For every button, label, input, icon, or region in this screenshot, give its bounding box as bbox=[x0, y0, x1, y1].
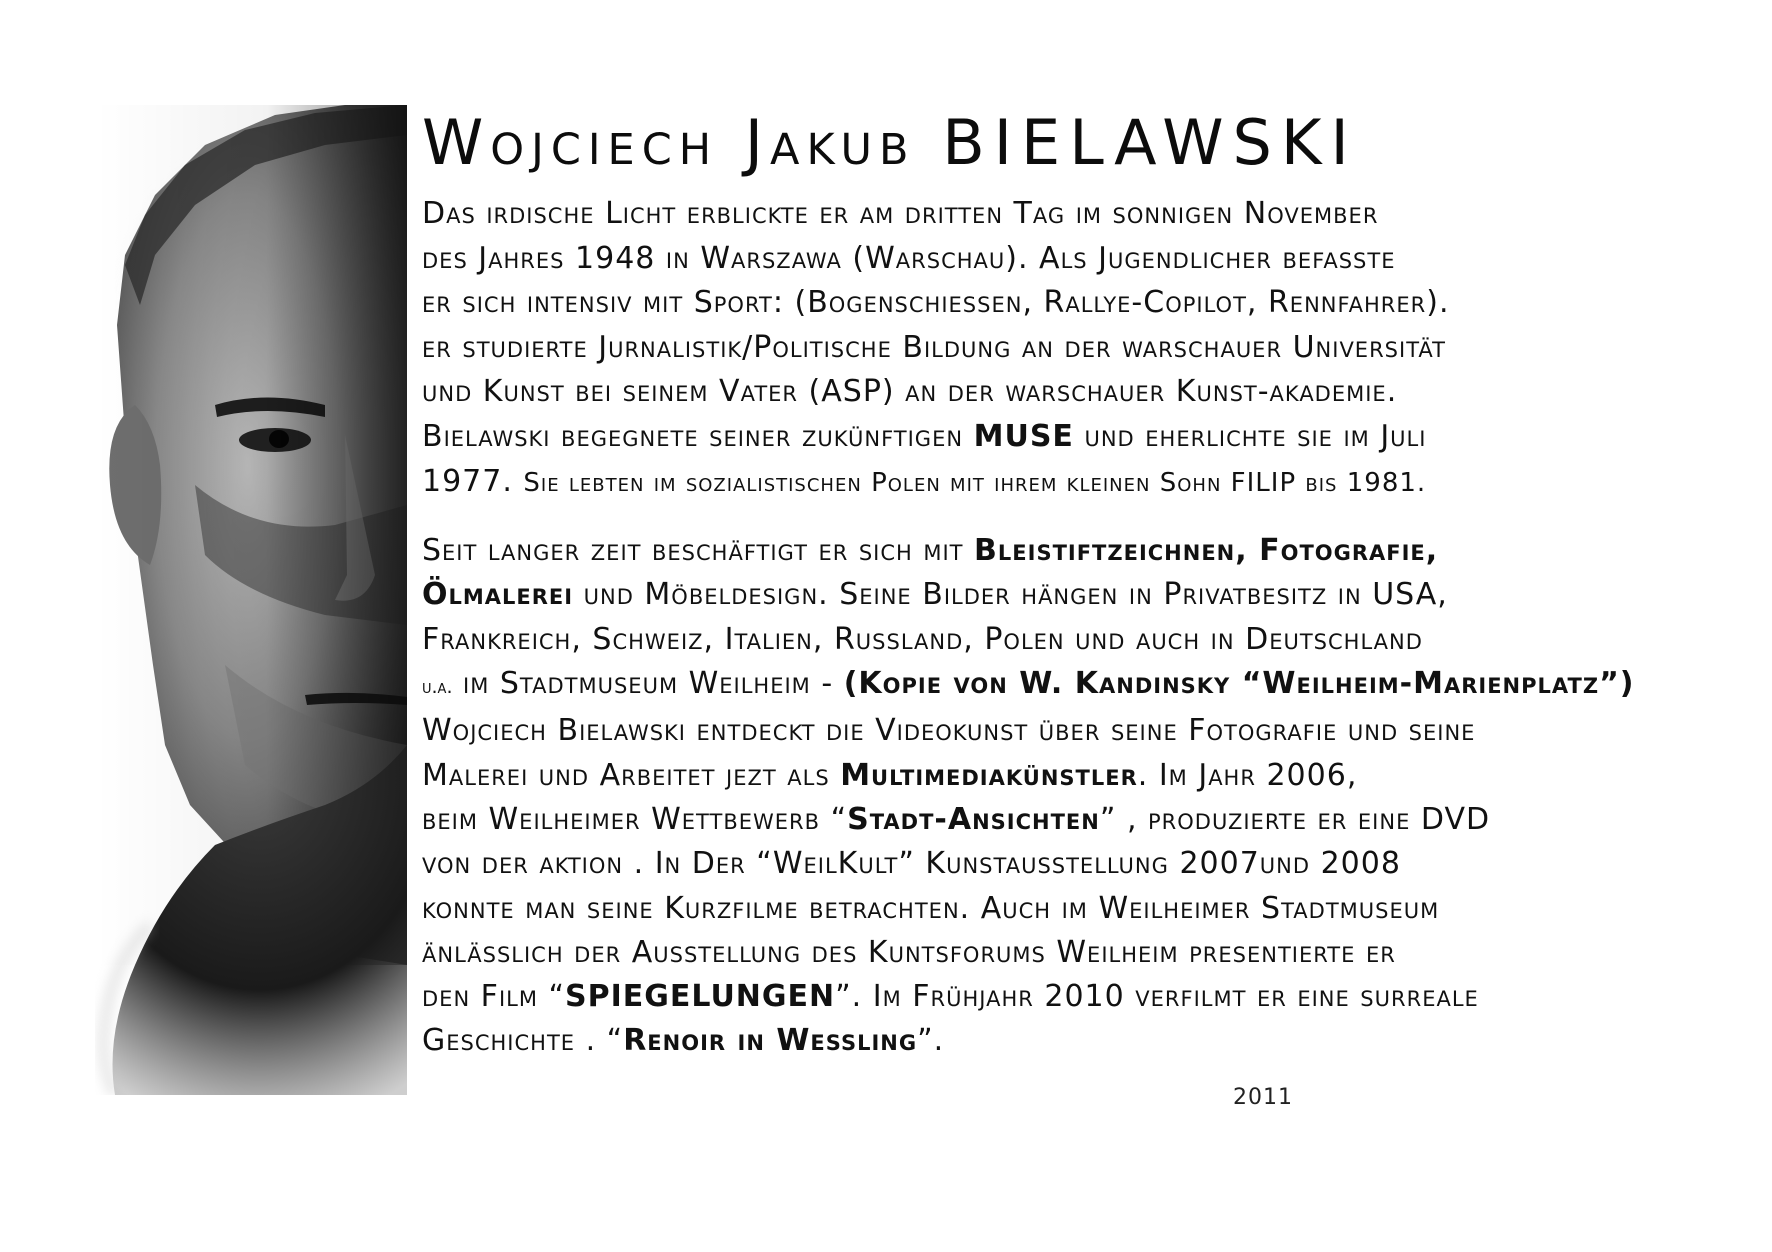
page-title bbox=[422, 100, 1742, 186]
text-run: ”. Im Frühjahr 2010 verfilmt er eine surreale bbox=[835, 979, 1479, 1015]
text-run: Wojciech Bielawski entdeckt die Videokunst über seine Fotografie und seine bbox=[422, 713, 1476, 749]
text-line bbox=[422, 798, 1742, 842]
text-run: . Im Jahr 2006, bbox=[1137, 757, 1358, 793]
text-line bbox=[422, 192, 1742, 237]
text-run: Frankreich, Schweiz, Italien, Russland, Polen und auch in Deutschland bbox=[422, 621, 1423, 657]
text-run: Malerei und Arbeitet jezt als bbox=[422, 757, 841, 793]
biography-text bbox=[422, 100, 1742, 1064]
text-run: Sie lebten im sozialistischen Polen mit ihrem kleinen Sohn FILIP bis 1981. bbox=[523, 467, 1427, 498]
text-run: des Jahres 1948 in Warszawa (Warschau). Als Jugendlicher befasste bbox=[422, 240, 1396, 276]
text-line bbox=[422, 460, 1742, 506]
text-line bbox=[422, 326, 1742, 371]
bold-term: (Kopie von W. Kandinsky “Weilheim-Marienplatz”) bbox=[843, 666, 1635, 702]
abbreviation: u.a. bbox=[422, 676, 453, 699]
bold-term: MUSE bbox=[973, 418, 1074, 454]
text-line bbox=[422, 931, 1742, 975]
bold-term: Ölmalerei bbox=[422, 577, 574, 613]
text-line bbox=[422, 709, 1742, 753]
text-run: änlässlich der Ausstellung des Kuntsforums Weilheim presentierte er bbox=[422, 934, 1396, 970]
bold-term: Renoir in Wessling bbox=[623, 1023, 918, 1059]
paragraph-early-life bbox=[422, 192, 1742, 505]
text-run: Das irdische Licht erblickte er am dritten Tag im sonnigen November bbox=[422, 196, 1379, 231]
text-line bbox=[422, 415, 1742, 460]
paragraph-artistic-work bbox=[422, 529, 1742, 1064]
text-run: und Möbeldesign. Seine Bilder hängen in Privatbesitz in USA, bbox=[573, 577, 1448, 613]
text-line bbox=[422, 887, 1742, 931]
text-run: von der aktion . In Der “WeilKult” Kunstausstellung 2007und 2008 bbox=[422, 846, 1401, 882]
text-run: im Stadtmuseum Weilheim - bbox=[452, 666, 844, 702]
text-run: Seit langer zeit beschäftigt er sich mit bbox=[422, 533, 975, 569]
text-run: er sich intensiv mit Sport: (Bogenschiessen, Rallye-Copilot, Rennfahrer). bbox=[422, 285, 1450, 321]
text-line bbox=[422, 237, 1742, 282]
text-run: den Film “ bbox=[422, 979, 566, 1015]
text-line bbox=[422, 573, 1742, 617]
text-line bbox=[422, 662, 1742, 709]
text-run: Geschichte . “ bbox=[422, 1023, 624, 1059]
text-line bbox=[422, 281, 1742, 326]
text-run: und Kunst bei seinem Vater (ASP) an der warschauer Kunst-akademie. bbox=[422, 374, 1398, 410]
text-run: ”. bbox=[917, 1023, 945, 1059]
bold-term: Bleistiftzeichnen, Fotografie, bbox=[974, 533, 1439, 569]
text-line bbox=[422, 618, 1742, 662]
text-line bbox=[422, 754, 1742, 798]
text-run: und eherlichte sie im Juli bbox=[1073, 418, 1427, 454]
title-surname: BIELAWSKI bbox=[942, 106, 1358, 179]
portrait-photo bbox=[95, 105, 407, 1095]
text-line bbox=[422, 370, 1742, 415]
year-label: 2011 bbox=[1233, 1085, 1293, 1110]
text-run: er studierte Jurnalistik/Politische Bildung an der warschauer Universität bbox=[422, 329, 1446, 365]
text-run: konnte man seine Kurzfilme betrachten. Auch im Weilheimer Stadtmuseum bbox=[422, 890, 1440, 926]
bold-term: Multimediakünstler bbox=[840, 757, 1138, 793]
text-line bbox=[422, 529, 1742, 573]
text-run: ” , produzierte er eine DVD bbox=[1099, 801, 1491, 837]
text-run: beim Weilheimer Wettbewerb “ bbox=[422, 801, 848, 837]
text-line bbox=[422, 975, 1742, 1019]
title-first-names: Wojciech Jakub bbox=[422, 106, 916, 179]
man-portrait-half-face-icon bbox=[95, 105, 407, 1095]
bold-term: Stadt-Ansichten bbox=[847, 801, 1100, 837]
text-run: Bielawski begegnete seiner zukünftigen bbox=[422, 418, 974, 454]
text-line bbox=[422, 1019, 1742, 1063]
text-run: 1977. bbox=[422, 463, 524, 499]
bold-term: SPIEGELUNGEN bbox=[565, 979, 836, 1015]
text-line bbox=[422, 842, 1742, 886]
